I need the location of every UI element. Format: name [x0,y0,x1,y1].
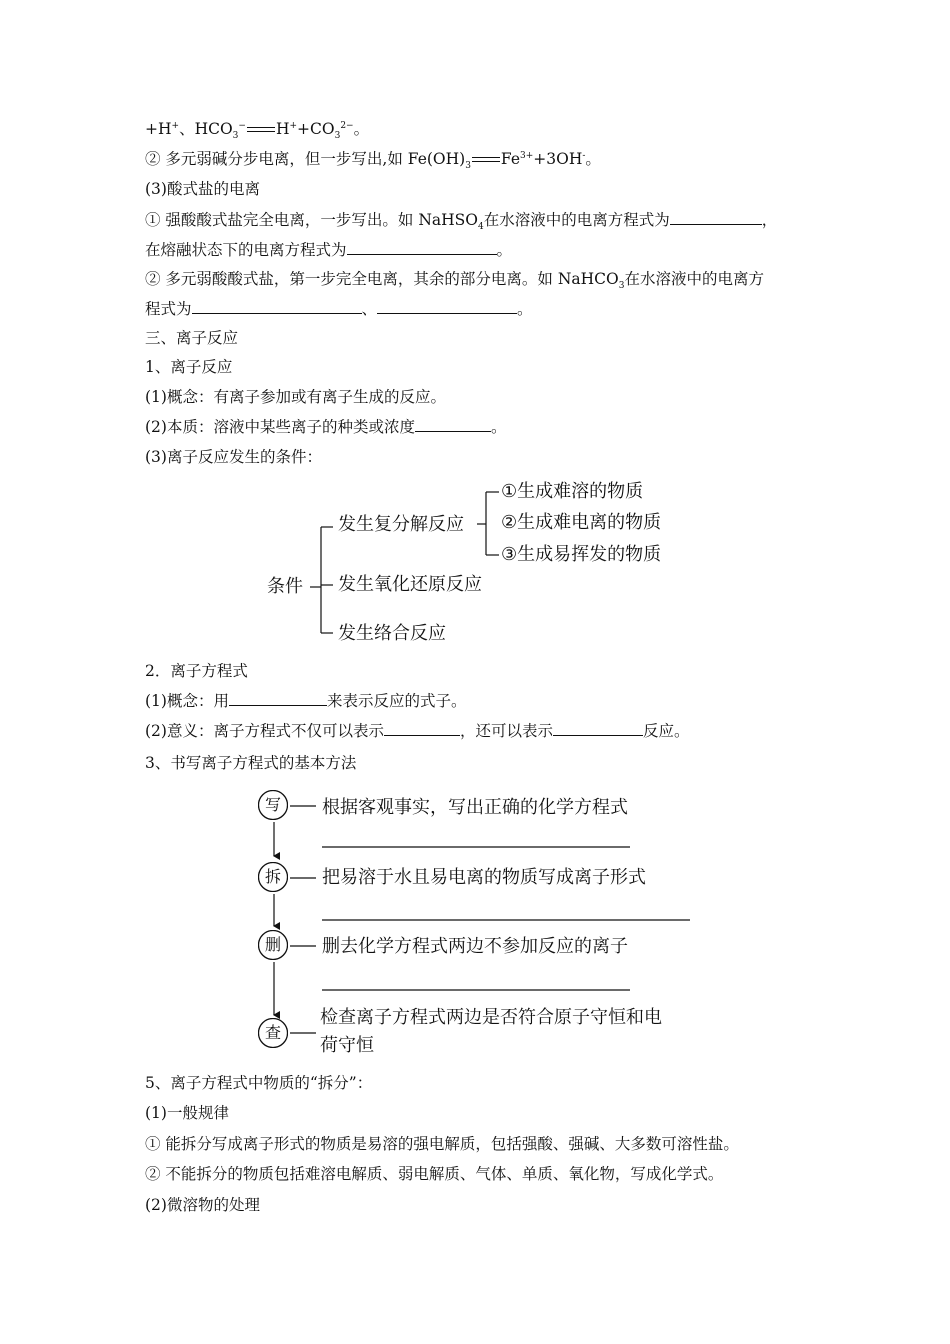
section-heading: (3)酸式盐的电离 [145,180,260,198]
sub-condition-3: ③生成易挥发的物质 [501,544,662,565]
step-check-icon [258,1018,288,1048]
step-char: 删 [264,935,281,954]
text: 。 [517,300,533,318]
text: 在熔融状态下的电离方程式为 [145,241,347,259]
complexation-branch: 发生络合反应 [338,623,446,644]
step-check-text: 检查离子方程式两边是否符合原子守恒和电 [320,1007,662,1028]
text: Fe [500,150,521,168]
text: 在水溶液中的电离方程式为 [483,211,670,229]
concept-line: (1)概念：有离子参加或有离子生成的反应。 [145,388,446,406]
text: 。 [490,418,507,436]
text: 3 [232,131,239,142]
section-heading: 2．离子方程式 [145,662,248,680]
text: 3 [334,131,341,142]
text: 反应。 [642,722,690,740]
text: 、 [361,300,378,318]
conditions-root: 条件 [267,576,303,597]
text: 。 [585,150,601,168]
text: − [238,120,246,131]
text: +H [145,120,172,138]
text: 3+ [520,150,534,161]
step-delete-icon [258,930,288,960]
text: H [275,120,290,138]
text: 2− [340,120,354,131]
text: 3 [618,281,625,292]
redox-branch: 发生氧化还原反应 [338,574,482,595]
step-char: 写 [264,795,281,814]
section-heading: 1、离子反应 [145,358,233,376]
text: +CO [297,120,335,138]
text: (1)概念：用 [145,692,229,710]
text: 。 [353,120,370,138]
sub-condition-1: ①生成难溶的物质 [501,481,644,502]
text: 在水溶液中的电离方 [624,270,764,288]
text: 3 [465,161,471,172]
step-char: 查 [264,1023,281,1042]
text: ，还可以表示 [459,722,553,740]
step-delete-text: 删去化学方程式两边不参加反应的离子 [322,936,628,957]
text: ① 强酸酸式盐完全电离，一步写出。如 NaHSO [145,211,479,229]
sub-condition-2: ②生成难电离的物质 [501,512,662,533]
section-heading: 3、书写离子方程式的基本方法 [145,754,357,772]
text: 来表示反应的式子。 [326,692,467,710]
text: ② 多元弱碱分步电离，但一步写出,如 Fe(OH) [145,150,466,168]
text: (2)意义：离子方程式不仅可以表示 [145,722,384,740]
conditions-heading: (3)离子反应发生的条件： [145,448,322,466]
text: +3OH [533,150,583,168]
rule-line-2: ② 不能拆分的物质包括难溶电解质、弱电解质、气体、单质、氧化物，写成化学式。 [145,1165,724,1183]
step-check-text-2: 荷守恒 [320,1035,374,1056]
step-write-icon [258,790,288,820]
text: 程式为 [145,300,192,318]
section-heading: (1)一般规律 [145,1104,229,1122]
section-heading: 三、离子反应 [145,329,239,347]
text: (2)本质：溶液中某些离子的种类或浓度 [145,418,415,436]
text: + [289,120,298,131]
text: ， [761,211,778,229]
double-decomposition-branch: 发生复分解反应 [338,514,464,535]
step-write-text: 根据客观事实，写出正确的化学方程式 [322,797,628,818]
text: ② 多元弱酸酸式盐，第一步完全电离，其余的部分电离。如 NaHCO [145,270,619,288]
text: 4 [478,222,484,233]
text: 、HCO [179,120,233,138]
rule-line-1: ① 能拆分写成离子形式的物质是易溶的强电解质，包括强酸、强碱、大多数可溶性盐。 [145,1135,739,1153]
section-heading: 5、离子方程式中物质的“拆分”： [145,1074,373,1092]
text: + [171,120,180,131]
text: 。 [496,241,513,259]
step-split-icon [258,862,288,892]
section-heading: (2)微溶物的处理 [145,1196,260,1214]
step-split-text: 把易溶于水且易电离的物质写成离子形式 [322,867,646,888]
text: - [582,150,586,161]
step-char: 拆 [264,867,281,886]
